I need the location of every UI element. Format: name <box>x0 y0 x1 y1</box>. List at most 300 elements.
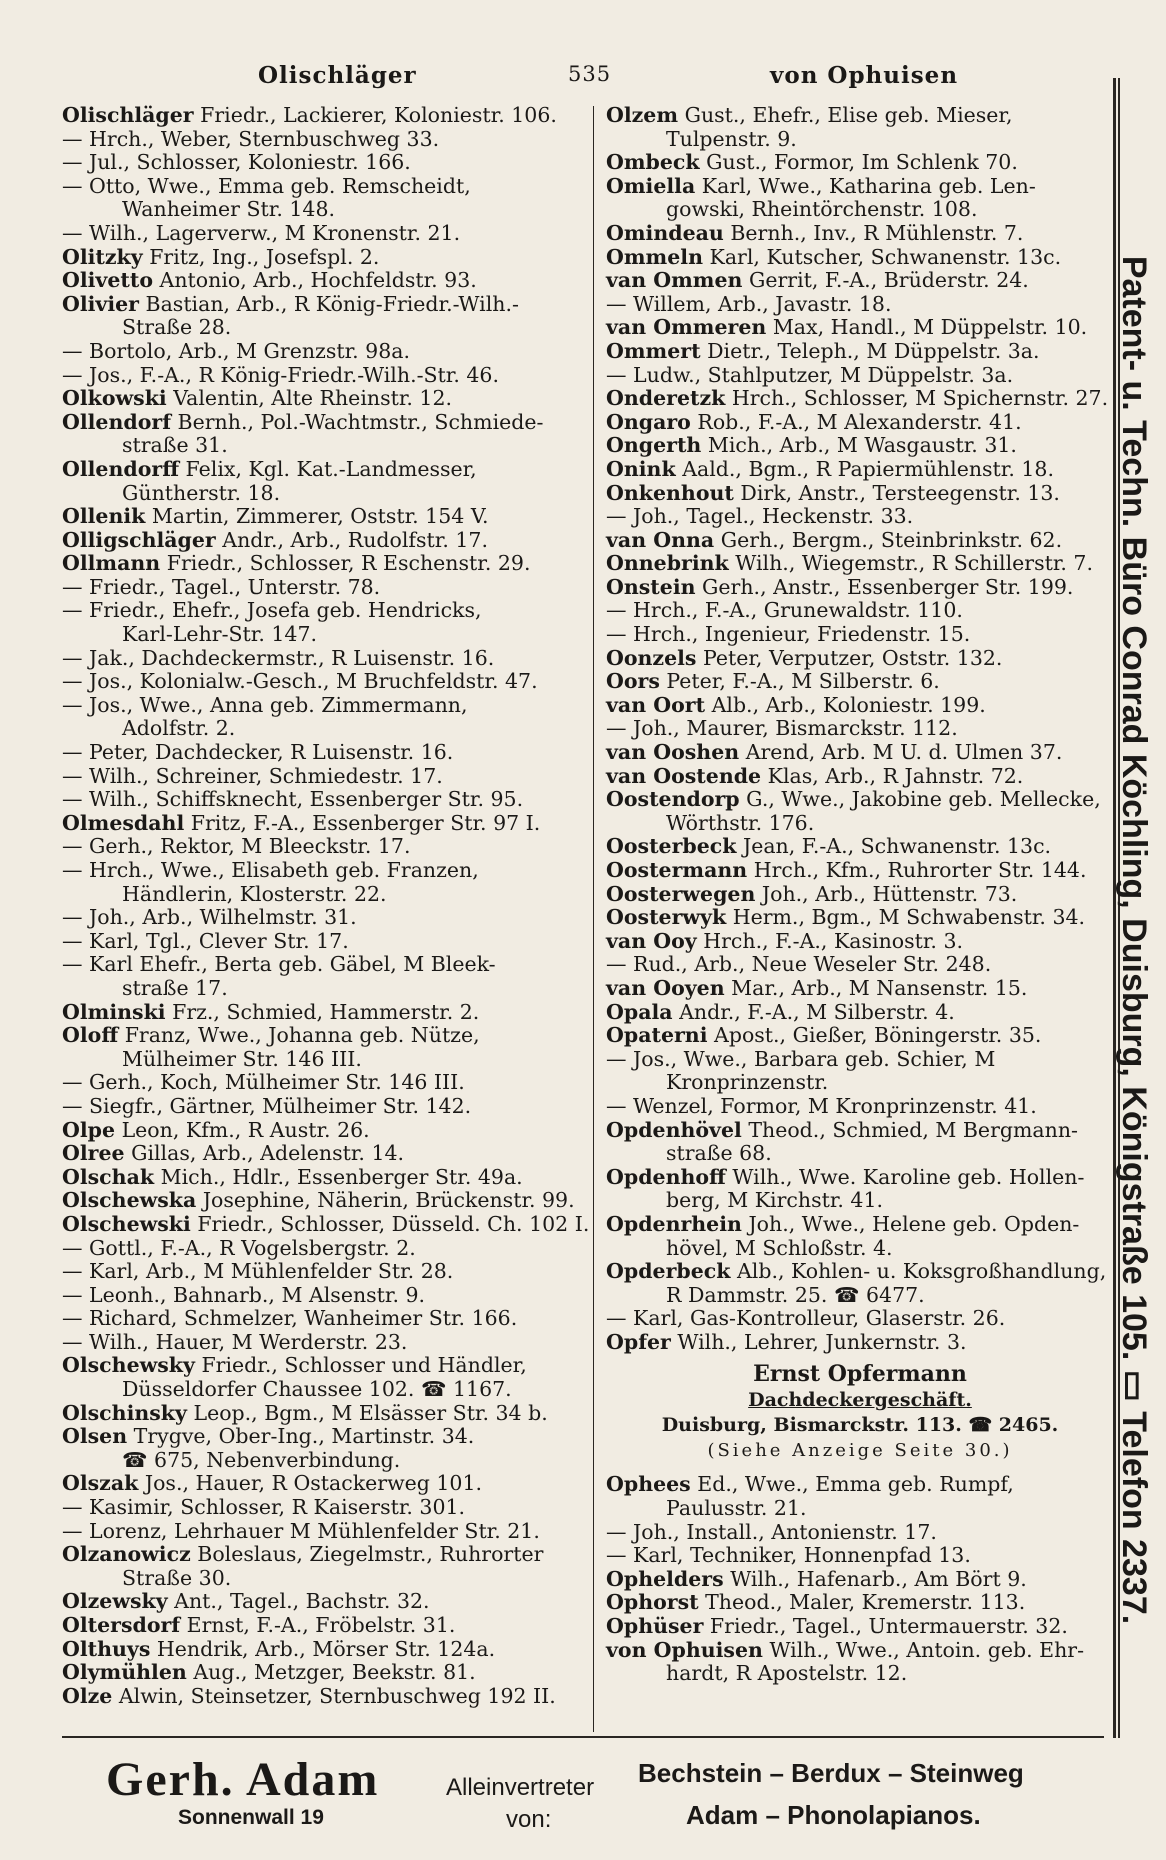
entry-details: Jean, F.-A., Schwanenstr. 13c. <box>742 834 1052 859</box>
directory-entry <box>606 576 1114 600</box>
entry-details: Wilh., Wwe., Antoin. geb. Ehr- <box>769 1637 1084 1662</box>
footer-company-name: Gerh. Adam <box>106 1753 380 1806</box>
entry-details: Andr., Arb., Rudolfstr. 17. <box>222 527 488 552</box>
entry-surname: Ophüser <box>606 1614 704 1639</box>
directory-entry <box>606 246 1114 270</box>
entry-details: Leon, Kfm., R Austr. 26. <box>121 1117 370 1142</box>
entry-details: — Joh., Install., Antonienstr. 17. <box>606 1519 937 1544</box>
footer-address: Sonnenwall 19 <box>178 1806 324 1829</box>
entry-details: Fritz, F.-A., Essenberger Str. 97 I. <box>190 810 541 835</box>
footer-von-text: von: <box>506 1806 552 1833</box>
entry-details: Mich., Arb., M Wasgaustr. 31. <box>707 433 1017 458</box>
entry-details: — Karl Ehefr., Berta geb. Gäbel, M Bleek- <box>62 952 496 977</box>
directory-entry <box>62 1496 582 1520</box>
entry-details: — Jak., Dachdeckermstr., R Luisenstr. 16. <box>62 645 495 670</box>
entry-continuation: Kronprinzenstr. <box>666 1070 829 1095</box>
directory-entry <box>606 104 1114 128</box>
entry-details: — Jul., Schlosser, Koloniestr. 166. <box>62 150 411 175</box>
directory-entry <box>62 599 582 623</box>
directory-entry <box>606 269 1114 293</box>
directory-entry <box>606 1166 1114 1190</box>
directory-entry <box>62 906 582 930</box>
entry-details: Gust., Formor, Im Schlenk 70. <box>706 150 1018 175</box>
entry-details: Joh., Wwe., Helene geb. Opden- <box>748 1211 1080 1236</box>
directory-entry <box>62 458 582 482</box>
entry-details: Gust., Ehefr., Elise geb. Mieser, <box>684 103 1013 127</box>
entry-details: Ernst, F.-A., Fröbelstr. 31. <box>186 1613 456 1637</box>
directory-entry <box>606 977 1114 1001</box>
entry-details: — Bortolo, Arb., M Grenzstr. 98a. <box>62 338 410 363</box>
entry-details: Alwin, Steinsetzer, Sternbuschweg 192 II. <box>118 1683 556 1708</box>
entry-details: — Gottl., F.-A., R Vogelsbergstr. 2. <box>62 1235 416 1260</box>
directory-entry <box>606 765 1114 789</box>
directory-entry <box>62 670 582 694</box>
entry-surname: Olschewska <box>62 1188 197 1213</box>
entry-details: Josephine, Näherin, Brückenstr. 99. <box>202 1188 575 1213</box>
directory-entry <box>62 1189 582 1213</box>
directory-entry <box>606 529 1114 553</box>
entry-surname: Ongaro <box>606 409 691 434</box>
directory-entry <box>62 1543 582 1567</box>
directory-entry <box>62 364 582 388</box>
directory-entry <box>62 246 582 270</box>
entry-surname: Ongerth <box>606 433 702 458</box>
directory-entry <box>62 930 582 954</box>
entry-surname: van Ommen <box>606 268 743 293</box>
entry-details: Herm., Bgm., M Schwabenstr. 34. <box>732 905 1086 930</box>
entry-surname: Olschinsky <box>62 1400 187 1425</box>
entry-details: Martin, Zimmerer, Oststr. 154 V. <box>151 504 489 529</box>
entry-surname: Omindeau <box>606 220 724 245</box>
left-column <box>62 103 590 1708</box>
entry-details: — Jos., Wwe., Barbara geb. Schier, M <box>606 1046 996 1071</box>
entry-surname: Opaterni <box>606 1023 708 1048</box>
entry-surname: Oonzels <box>606 645 697 670</box>
directory-entry <box>62 1260 582 1284</box>
directory-entry <box>62 812 582 836</box>
directory-entry <box>62 953 582 977</box>
entry-details: Hrch., Kfm., Ruhrorter Str. 144. <box>753 858 1087 882</box>
entry-surname: van Ooshen <box>606 740 740 765</box>
entry-surname: Olzanowicz <box>62 1542 191 1567</box>
entry-continuation: R Dammstr. 25. ☎ 6477. <box>666 1282 925 1307</box>
entry-details: — Otto, Wwe., Emma geb. Remscheidt, <box>62 173 471 198</box>
directory-entry <box>606 552 1114 576</box>
directory-entry <box>62 1402 582 1426</box>
entry-details: Mar., Arb., M Nansenstr. 15. <box>731 975 1028 1000</box>
entry-details: Joh., Arb., Hüttenstr. 73. <box>761 881 1018 906</box>
directory-entry <box>62 1354 582 1378</box>
entry-surname: Ophorst <box>606 1590 699 1615</box>
entry-details: — Wenzel, Formor, M Kronprinzenstr. 41. <box>606 1093 1037 1118</box>
directory-entry <box>606 670 1114 694</box>
directory-entry <box>606 717 1114 741</box>
entry-continuation: hövel, M Schloßstr. 4. <box>666 1235 893 1260</box>
entry-details: Apost., Gießer, Böningerstr. 35. <box>714 1023 1042 1048</box>
entry-surname: Ollmann <box>62 551 161 576</box>
directory-entry <box>62 1071 582 1095</box>
entry-surname: van Onna <box>606 527 715 552</box>
entry-surname: Olmesdahl <box>62 810 185 835</box>
directory-entry <box>606 623 1114 647</box>
entry-details: — Willem, Arb., Javastr. 18. <box>606 291 892 316</box>
entry-details: Aald., Bgm., R Papiermühlenstr. 18. <box>682 456 1054 481</box>
entry-surname: Olzem <box>606 103 679 127</box>
page-number: 535 <box>568 62 612 86</box>
entry-details: — Jos., Wwe., Anna geb. Zimmermann, <box>62 692 468 717</box>
entry-continuation: Tulpenstr. 9. <box>666 126 797 151</box>
directory-entry <box>606 364 1114 388</box>
entry-details: — Hrch., Weber, Sternbuschweg 33. <box>62 126 440 151</box>
entry-details: Hrch., F.-A., Kasinostr. 3. <box>703 928 964 953</box>
entry-surname: Oosterwegen <box>606 881 756 906</box>
entry-surname: Oostendorp <box>606 787 740 812</box>
entry-surname: van Ooyen <box>606 975 725 1000</box>
entry-surname: Olzewsky <box>62 1589 168 1614</box>
entry-details: Friedr., Schlosser, R Eschenstr. 29. <box>166 551 531 576</box>
entry-details: Boleslaus, Ziegelmstr., Ruhrorter <box>197 1542 544 1567</box>
directory-entry <box>62 104 582 128</box>
directory-entry <box>62 1211 590 1237</box>
directory-entry <box>606 1119 1114 1143</box>
directory-entry <box>62 1284 582 1308</box>
directory-entry <box>606 741 1114 765</box>
directory-entry <box>62 694 582 718</box>
entry-details: Rob., F.-A., M Alexanderstr. 41. <box>697 409 1022 434</box>
entry-surname: Olminski <box>62 999 166 1024</box>
entry-details: Trygve, Ober-Ing., Martinstr. 34. <box>133 1424 475 1449</box>
directory-entry <box>606 1521 1114 1545</box>
entry-continuation: straße 31. <box>122 433 228 458</box>
directory-entry <box>606 835 1114 859</box>
entry-details: Leop., Bgm., M Elsässer Str. 34 b. <box>193 1400 548 1425</box>
entry-surname: Ollenik <box>62 504 146 529</box>
footer-pianos: Adam – Phonolapianos. <box>686 1800 981 1830</box>
directory-entry <box>62 1307 582 1331</box>
entry-continuation: Karl-Lehr-Str. 147. <box>122 622 318 647</box>
directory-entry <box>62 552 582 576</box>
entry-details: Friedr., Lackierer, Koloniestr. 106. <box>200 103 557 127</box>
entry-details: Wilh., Wiegemstr., R Schillerstr. 7. <box>735 551 1093 576</box>
entry-details: — Hrch., F.-A., Grunewaldstr. 110. <box>606 598 963 623</box>
ad-address: Duisburg, Bismarckstr. 113. ☎ 2465. <box>661 1414 1059 1437</box>
entry-surname: Ollendorff <box>62 456 180 481</box>
directory-entry <box>62 505 582 529</box>
footer-advertisement <box>86 1752 1126 1842</box>
entry-surname: Olivier <box>62 291 139 316</box>
directory-entry <box>606 953 1114 977</box>
footer-rule <box>62 1736 1104 1738</box>
entry-details: Gerrit, F.-A., Brüderstr. 24. <box>748 268 1029 293</box>
directory-entry <box>62 1095 582 1119</box>
entry-details: Friedr., Tagel., Untermauerstr. 32. <box>709 1614 1068 1639</box>
entry-details: — Gerh., Rektor, M Bleeckstr. 17. <box>62 834 411 859</box>
entry-details: Friedr., Schlosser und Händler, <box>201 1353 527 1378</box>
entry-continuation: Adolfstr. 2. <box>122 716 236 741</box>
entry-surname: Ollendorf <box>62 409 172 434</box>
entry-details: Ant., Tagel., Bachstr. 32. <box>174 1589 430 1614</box>
directory-entry <box>606 906 1114 930</box>
directory-entry <box>606 1473 1114 1497</box>
entry-surname: Ophees <box>606 1472 691 1497</box>
footer-agent-text: Alleinvertreter <box>446 1774 595 1801</box>
directory-entry <box>62 1614 582 1638</box>
entry-details: — Ludw., Stahlputzer, M Düppelstr. 3a. <box>606 362 1014 387</box>
directory-entry <box>606 859 1114 883</box>
directory-entry <box>606 293 1114 317</box>
directory-entry <box>606 1331 1114 1355</box>
entry-continuation: Wörthstr. 176. <box>666 810 815 835</box>
entry-surname: Onstein <box>606 574 696 599</box>
directory-entry <box>62 222 582 246</box>
directory-entry <box>606 316 1114 340</box>
entry-surname: Opdenrhein <box>606 1211 742 1236</box>
directory-entry <box>62 269 582 293</box>
directory-entry <box>606 883 1114 907</box>
entry-details: — Hrch., Ingenieur, Friedenstr. 15. <box>606 622 971 647</box>
directory-entry <box>62 411 582 435</box>
entry-surname: Opderbeck <box>606 1259 731 1284</box>
entry-details: — Kasimir, Schlosser, R Kaiserstr. 301. <box>62 1495 466 1520</box>
entry-details: Valentin, Alte Rheinstr. 12. <box>173 386 453 411</box>
entry-continuation: Straße 30. <box>122 1565 232 1590</box>
directory-entry <box>62 128 582 152</box>
entry-details: Andr., F.-A., M Silberstr. 4. <box>679 999 955 1024</box>
directory-entry <box>62 1001 582 1025</box>
directory-entry <box>62 1590 582 1614</box>
entry-details: Theod., Maler, Kremerstr. 113. <box>705 1590 1026 1615</box>
directory-entry <box>606 458 1114 482</box>
directory-entry <box>62 1119 582 1143</box>
entry-details: Hendrik, Arb., Mörser Str. 124a. <box>156 1636 496 1661</box>
entry-details: Wilh., Wwe. Karoline geb. Hollen- <box>732 1164 1085 1189</box>
entry-details: — Siegfr., Gärtner, Mülheimer Str. 142. <box>62 1093 472 1118</box>
entry-surname: Olitzky <box>62 244 143 269</box>
directory-entry <box>606 175 1114 199</box>
directory-entry <box>606 151 1114 175</box>
advertisement <box>606 1360 1114 1463</box>
entry-details: Aug., Metzger, Beekstr. 81. <box>193 1660 476 1685</box>
entry-continuation: hardt, R Apostelstr. 12. <box>666 1661 908 1686</box>
entry-details: Peter, Verputzer, Oststr. 132. <box>702 645 1003 670</box>
entry-continuation: berg, M Kirchstr. 41. <box>666 1188 884 1213</box>
directory-entry <box>62 529 582 553</box>
entry-surname: Olschewski <box>62 1211 191 1236</box>
entry-details: Alb., Arb., Koloniestr. 199. <box>711 692 986 717</box>
entry-details: — Jos., F.-A., R König-Friedr.-Wilh.-Str. 46. <box>62 362 499 387</box>
entry-details: Theod., Schmied, M Bergmann- <box>748 1117 1078 1142</box>
directory-entry <box>606 1307 1114 1331</box>
directory-entry <box>62 1425 582 1449</box>
directory-entry <box>62 788 582 812</box>
entry-details: — Joh., Arb., Wilhelmstr. 31. <box>62 905 357 930</box>
entry-surname: Olszak <box>62 1471 139 1496</box>
entry-continuation: Straße 28. <box>122 315 232 340</box>
entry-details: G., Wwe., Jakobine geb. Mellecke, <box>746 787 1101 812</box>
directory-entry <box>606 1001 1114 1025</box>
entry-surname: Onkenhout <box>606 480 734 505</box>
entry-surname: Ommeln <box>606 244 703 269</box>
entry-surname: van Ooy <box>606 928 697 953</box>
entry-details: Friedr., Schlosser, Düsseld. Ch. 102 I. <box>197 1211 590 1236</box>
directory-entry <box>606 1048 1114 1072</box>
entry-surname: Olivetto <box>62 268 153 293</box>
entry-surname: Oosterbeck <box>606 834 737 859</box>
entry-surname: Oosterwyk <box>606 905 727 930</box>
entry-details: — Jos., Kolonialw.-Gesch., M Bruchfeldstr. 47. <box>62 669 538 694</box>
directory-entry <box>62 1685 582 1709</box>
entry-surname: Omiella <box>606 173 696 198</box>
directory-entry <box>62 340 582 364</box>
entry-surname: Olschewsky <box>62 1353 195 1378</box>
entry-continuation: Wanheimer Str. 148. <box>122 197 335 222</box>
directory-entry <box>606 647 1114 671</box>
directory-entry <box>606 694 1114 718</box>
directory-entry <box>606 1591 1114 1615</box>
entry-continuation: ☎ 675, Nebenverbindung. <box>122 1447 401 1472</box>
entry-details: — Hrch., Wwe., Elisabeth geb. Franzen, <box>62 858 479 882</box>
entry-details: — Karl, Gas-Kontrolleur, Glaserstr. 26. <box>606 1306 1006 1331</box>
directory-entry <box>606 222 1114 246</box>
entry-details: — Karl, Arb., M Mühlenfelder Str. 28. <box>62 1259 454 1284</box>
entry-details: — Wilh., Lagerverw., M Kronenstr. 21. <box>62 220 461 245</box>
entry-details: Bernh., Inv., R Mühlenstr. 7. <box>730 220 1024 245</box>
entry-surname: van Oort <box>606 692 706 717</box>
directory-entry <box>606 930 1114 954</box>
entry-surname: Onnebrink <box>606 551 729 576</box>
entry-surname: Opdenhoff <box>606 1164 726 1189</box>
directory-entry <box>606 505 1114 529</box>
entry-details: Dirk, Anstr., Tersteegenstr. 13. <box>740 480 1060 505</box>
ad-trade: Dachdeckergeschäft. <box>748 1389 972 1412</box>
entry-surname: Olschak <box>62 1164 155 1189</box>
entry-details: — Peter, Dachdecker, R Luisenstr. 16. <box>62 740 454 765</box>
entry-details: — Karl, Techniker, Honnenpfad 13. <box>606 1543 971 1568</box>
entry-surname: Oloff <box>62 1023 119 1048</box>
entry-details: — Joh., Tagel., Heckenstr. 33. <box>606 504 914 529</box>
side-banner: Patent- u. Techn. Büro Conrad Köchling, Duisburg, Königstraße 105. ▭ Telefon 2337. <box>1115 255 1153 1625</box>
entry-surname: Ommert <box>606 338 701 363</box>
entry-details: Wilh., Hafenarb., Am Bört 9. <box>730 1566 1027 1591</box>
entry-details: Karl, Wwe., Katharina geb. Len- <box>701 173 1036 198</box>
directory-entry <box>62 1237 582 1261</box>
entry-continuation: Güntherstr. 18. <box>122 480 281 505</box>
directory-entry <box>606 1095 1114 1119</box>
entry-details: Antonio, Arb., Hochfeldstr. 93. <box>159 268 477 293</box>
entry-details: Bastian, Arb., R König-Friedr.-Wilh.- <box>145 291 519 316</box>
entry-details: Peter, F.-A., M Silberstr. 6. <box>666 669 940 694</box>
entry-details: — Karl, Tgl., Clever Str. 17. <box>62 928 349 953</box>
entry-details: Hrch., Schlosser, M Spichernstr. 27. <box>731 386 1109 411</box>
entry-continuation: straße 17. <box>122 975 228 1000</box>
directory-entry <box>62 1024 582 1048</box>
directory-entry <box>606 340 1114 364</box>
entry-surname: Opdenhövel <box>606 1117 742 1142</box>
entry-surname: Olymühlen <box>62 1660 187 1685</box>
directory-entry <box>62 293 582 317</box>
directory-entry <box>62 647 582 671</box>
entry-continuation: Händlerin, Klosterstr. 22. <box>122 881 387 906</box>
directory-entry <box>606 1213 1114 1237</box>
directory-entry <box>62 741 582 765</box>
entry-details: Gerh., Anstr., Essenberger Str. 199. <box>702 574 1074 599</box>
entry-details: Ed., Wwe., Emma geb. Rumpf, <box>697 1472 1014 1497</box>
entry-details: — Wilh., Schreiner, Schmiedestr. 17. <box>62 763 443 788</box>
entry-details: — Rud., Arb., Neue Weseler Str. 248. <box>606 952 992 977</box>
entry-details: Frz., Schmied, Hammerstr. 2. <box>172 999 480 1024</box>
entry-details: — Wilh., Schiffsknecht, Essenberger Str. 95. <box>62 787 524 812</box>
entry-surname: von Ophuisen <box>606 1637 763 1662</box>
directory-entry <box>62 1142 582 1166</box>
entry-details: Karl, Kutscher, Schwanenstr. 13c. <box>709 244 1062 269</box>
entry-details: — Leonh., Bahnarb., M Alsenstr. 9. <box>62 1282 426 1307</box>
directory-entry <box>606 1544 1114 1568</box>
entry-details: Wilh., Lehrer, Junkernstr. 3. <box>677 1329 967 1354</box>
directory-entry <box>606 482 1114 506</box>
entry-details: Jos., Hauer, R Ostackerweg 101. <box>144 1471 483 1496</box>
directory-entry <box>606 1639 1114 1663</box>
footer-brands: Bechstein – Berdux – Steinweg <box>638 1758 1024 1788</box>
right-column-entries-after-ad <box>606 1473 1114 1685</box>
directory-entry <box>62 151 582 175</box>
directory-entry <box>62 1520 582 1544</box>
directory-entry <box>62 765 582 789</box>
entry-details: Klas, Arb., R Jahnstr. 72. <box>767 763 1024 788</box>
column-divider <box>593 106 594 1732</box>
entry-details: — Richard, Schmelzer, Wanheimer Str. 166. <box>62 1306 518 1331</box>
directory-entry <box>62 1166 582 1190</box>
entry-continuation: Düsseldorfer Chaussee 102. ☎ 1167. <box>122 1377 512 1402</box>
entry-details: Mich., Hdlr., Essenberger Str. 49a. <box>160 1164 523 1189</box>
directory-entry <box>62 1472 582 1496</box>
entry-surname: Ophelders <box>606 1566 724 1591</box>
entry-details: Dietr., Teleph., M Düppelstr. 3a. <box>707 338 1040 363</box>
directory-entry <box>606 411 1114 435</box>
entry-details: — Gerh., Koch, Mülheimer Str. 146 III. <box>62 1070 465 1095</box>
directory-entry <box>62 1331 582 1355</box>
directory-entry <box>606 1568 1114 1592</box>
directory-entry <box>62 859 582 883</box>
entry-surname: Opala <box>606 999 673 1024</box>
entry-surname: Onink <box>606 456 676 481</box>
right-column <box>606 104 1114 1686</box>
entry-surname: van Ommeren <box>606 315 767 340</box>
entry-details: — Friedr., Ehefr., Josefa geb. Hendricks, <box>62 598 482 623</box>
directory-entry <box>606 1615 1114 1639</box>
entry-surname: Oltersdorf <box>62 1613 181 1637</box>
directory-entry <box>62 175 582 199</box>
directory-entry <box>606 599 1114 623</box>
right-column-entries <box>606 104 1114 1354</box>
entry-surname: Olkowski <box>62 386 167 411</box>
entry-continuation: gowski, Rheintörchenstr. 108. <box>666 197 978 222</box>
running-head-right: von Ophuisen <box>770 62 959 89</box>
entry-surname: Olischläger <box>62 103 194 127</box>
entry-surname: Olree <box>62 1141 125 1166</box>
entry-continuation: straße 68. <box>666 1141 772 1166</box>
entry-surname: Oostermann <box>606 858 748 882</box>
entry-details: Felix, Kgl. Kat.-Landmesser, <box>185 456 477 481</box>
directory-entry <box>62 387 582 411</box>
entry-surname: Olze <box>62 1683 113 1708</box>
entry-surname: Olsen <box>62 1424 128 1449</box>
directory-entry <box>606 1260 1114 1284</box>
entry-details: — Joh., Maurer, Bismarckstr. 112. <box>606 716 958 741</box>
directory-entry <box>606 788 1114 812</box>
entry-surname: Olthuys <box>62 1636 151 1661</box>
entry-details: Bernh., Pol.-Wachtmstr., Schmiede- <box>177 409 544 434</box>
entry-surname: Onderetzk <box>606 386 726 411</box>
